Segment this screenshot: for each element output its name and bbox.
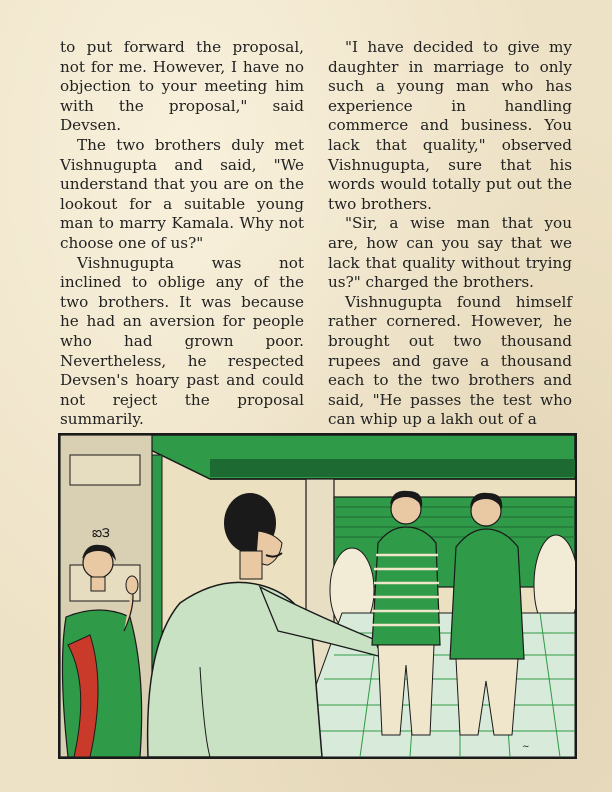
ceiling-band (210, 459, 575, 477)
story-illustration (58, 433, 577, 759)
svg-text:ఐ౩: ఐ౩ (92, 525, 110, 541)
text-column-right (328, 38, 572, 430)
paragraph: Vishnugupta found himself rather cornered. However, he brought out two thousand rupees and gave a thousand each to the two brothers and said, "He passes the test who can whip up a lakh out of a (328, 292, 572, 429)
text-column-left (60, 38, 304, 430)
artist-signature: ~ (522, 742, 530, 752)
illustration-scene (60, 435, 575, 757)
paragraph: "Sir, a wise man that you are, how can you say that we lack that quality without trying us?" charged the brothers. (328, 214, 572, 292)
paragraph: "I have decided to give my daughter in marriage to only such a young man who has experience in handling commerce and business. You lack that quality," observed Vishnugupta, sure that his words would totally put out the two brothers. (328, 38, 572, 213)
paragraph: to put forward the proposal, not for me. However, I have no objection to your meeting him with the proposal," said Devsen. (60, 38, 304, 135)
paragraph: The two brothers duly met Vishnugupta and said, "We understand that you are on the lookout for a suitable young man to marry Kamala. Why not choose one of us?" (60, 135, 304, 252)
paragraph: Vishnugupta was not inclined to oblige any of the two brothers. It was because he had an aversion for people who had grown poor. Nevertheless, he respected Devsen's hoary past and could not reject the proposal summarily. (60, 253, 304, 429)
